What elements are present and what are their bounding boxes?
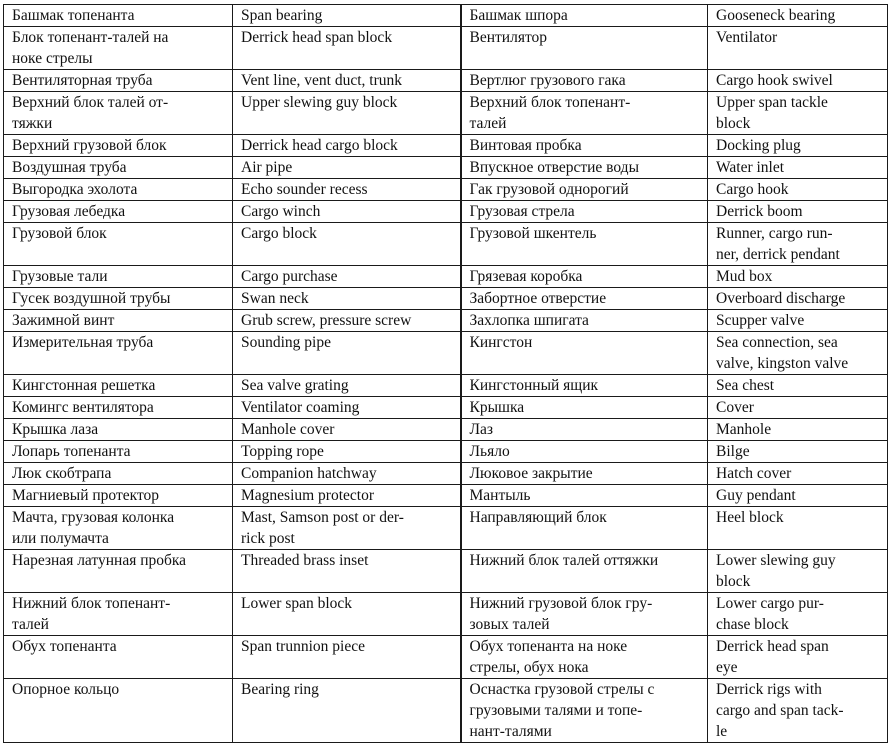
term-ru-left: Мачта, грузовая колонка или полумачта [4,507,233,550]
term-ru-right: Оснастка грузовой стрелы с грузовыми талями и топе- нант-талями [461,679,708,743]
term-ru-left: Грузовой блок [4,223,233,266]
term-en-right: Bilge [708,441,888,463]
table-row [4,27,888,70]
term-en-right: Gooseneck bearing [708,5,888,27]
term-ru-right: Льяло [461,441,708,463]
term-en-left: Sounding pipe [233,332,461,375]
table-row [4,441,888,463]
term-ru-right: Обух топенанта на ноке стрелы, обух нока [461,636,708,679]
table-row [4,135,888,157]
term-ru-right: Крышка [461,397,708,419]
term-en-right: Water inlet [708,157,888,179]
term-ru-left: Зажимной винт [4,310,233,332]
term-ru-left: Магниевый протектор [4,485,233,507]
term-en-right: Sea connection, sea valve, kingston valve [708,332,888,375]
term-en-right: Upper span tackle block [708,92,888,135]
term-ru-right: Лаз [461,419,708,441]
term-ru-right: Грузовой шкентель [461,223,708,266]
term-ru-left: Башмак топенанта [4,5,233,27]
glossary-table [3,4,888,743]
term-ru-right: Нижний грузовой блок гру- зовых талей [461,593,708,636]
table-row [4,5,888,27]
term-ru-right: Гак грузовой однорогий [461,179,708,201]
term-en-left: Sea valve grating [233,375,461,397]
term-ru-left: Вентиляторная труба [4,70,233,92]
term-ru-left: Грузовая лебедка [4,201,233,223]
table-row [4,157,888,179]
term-en-right: Mud box [708,266,888,288]
term-ru-right: Направляющий блок [461,507,708,550]
table-row [4,223,888,266]
term-en-left: Bearing ring [233,679,461,743]
term-en-right: Derrick boom [708,201,888,223]
term-en-left: Companion hatchway [233,463,461,485]
term-en-right: Runner, cargo run- ner, derrick pendant [708,223,888,266]
term-en-right: Lower slewing guy block [708,550,888,593]
term-ru-right: Винтовая пробка [461,135,708,157]
table-row [4,593,888,636]
term-en-right: Hatch cover [708,463,888,485]
term-en-left: Topping rope [233,441,461,463]
term-en-left: Lower span block [233,593,461,636]
table-row [4,485,888,507]
term-ru-left: Грузовые тали [4,266,233,288]
table-row [4,70,888,92]
term-en-right: Scupper valve [708,310,888,332]
term-en-right: Ventilator [708,27,888,70]
table-row [4,679,888,743]
table-row [4,92,888,135]
term-ru-right: Мантыль [461,485,708,507]
table-row [4,463,888,485]
term-en-left: Threaded brass inset [233,550,461,593]
term-en-left: Ventilator coaming [233,397,461,419]
term-ru-right: Кингстон [461,332,708,375]
term-en-left: Cargo block [233,223,461,266]
term-ru-left: Комингс вентилятора [4,397,233,419]
term-ru-left: Нижний блок топенант- талей [4,593,233,636]
term-ru-left: Воздушная труба [4,157,233,179]
term-ru-left: Крышка лаза [4,419,233,441]
term-en-left: Vent line, vent duct, trunk [233,70,461,92]
term-en-right: Docking plug [708,135,888,157]
table-row [4,288,888,310]
table-row [4,332,888,375]
term-ru-right: Люковое закрытие [461,463,708,485]
term-ru-left: Блок топенант-талей на ноке стрелы [4,27,233,70]
term-ru-left: Обух топенанта [4,636,233,679]
term-en-left: Echo sounder recess [233,179,461,201]
term-en-left: Manhole cover [233,419,461,441]
term-en-left: Span trunnion piece [233,636,461,679]
term-en-right: Derrick head span eye [708,636,888,679]
term-ru-right: Вентилятор [461,27,708,70]
term-en-left: Cargo winch [233,201,461,223]
term-ru-right: Вертлюг грузового гака [461,70,708,92]
term-ru-left: Измерительная труба [4,332,233,375]
term-en-right: Cover [708,397,888,419]
term-en-right: Lower cargo pur- chase block [708,593,888,636]
term-en-left: Air pipe [233,157,461,179]
term-ru-left: Кингстонная решетка [4,375,233,397]
term-en-left: Magnesium protector [233,485,461,507]
term-en-right: Derrick rigs with cargo and span tack- le [708,679,888,743]
glossary-body [4,5,888,743]
term-ru-right: Башмак шпора [461,5,708,27]
term-en-right: Sea chest [708,375,888,397]
term-ru-left: Опорное кольцо [4,679,233,743]
table-row [4,507,888,550]
table-row [4,636,888,679]
term-ru-left: Верхний блок талей от- тяжки [4,92,233,135]
term-ru-left: Выгородка эхолота [4,179,233,201]
table-row [4,375,888,397]
term-ru-right: Впускное отверстие воды [461,157,708,179]
term-ru-right: Забортное отверстие [461,288,708,310]
term-ru-left: Люк скобтрапа [4,463,233,485]
term-en-left: Cargo purchase [233,266,461,288]
term-en-right: Manhole [708,419,888,441]
term-en-left: Swan neck [233,288,461,310]
term-en-left: Derrick head cargo block [233,135,461,157]
term-en-left: Span bearing [233,5,461,27]
term-ru-right: Верхний блок топенант- талей [461,92,708,135]
table-row [4,201,888,223]
term-ru-left: Нарезная латунная пробка [4,550,233,593]
term-ru-left: Гусек воздушной трубы [4,288,233,310]
term-en-left: Derrick head span block [233,27,461,70]
term-en-left: Grub screw, pressure screw [233,310,461,332]
term-en-left: Mast, Samson post or der- rick post [233,507,461,550]
term-ru-right: Грузовая стрела [461,201,708,223]
term-en-right: Heel block [708,507,888,550]
term-ru-left: Верхний грузовой блок [4,135,233,157]
term-en-right: Overboard discharge [708,288,888,310]
term-ru-right: Кингстонный ящик [461,375,708,397]
term-ru-right: Грязевая коробка [461,266,708,288]
term-ru-left: Лопарь топенанта [4,441,233,463]
table-row [4,266,888,288]
term-en-right: Cargo hook swivel [708,70,888,92]
table-row [4,419,888,441]
term-ru-right: Захлопка шпигата [461,310,708,332]
table-row [4,310,888,332]
term-en-right: Cargo hook [708,179,888,201]
table-row [4,179,888,201]
term-en-left: Upper slewing guy block [233,92,461,135]
table-row [4,397,888,419]
table-row [4,550,888,593]
term-en-right: Guy pendant [708,485,888,507]
term-ru-right: Нижний блок талей оттяжки [461,550,708,593]
